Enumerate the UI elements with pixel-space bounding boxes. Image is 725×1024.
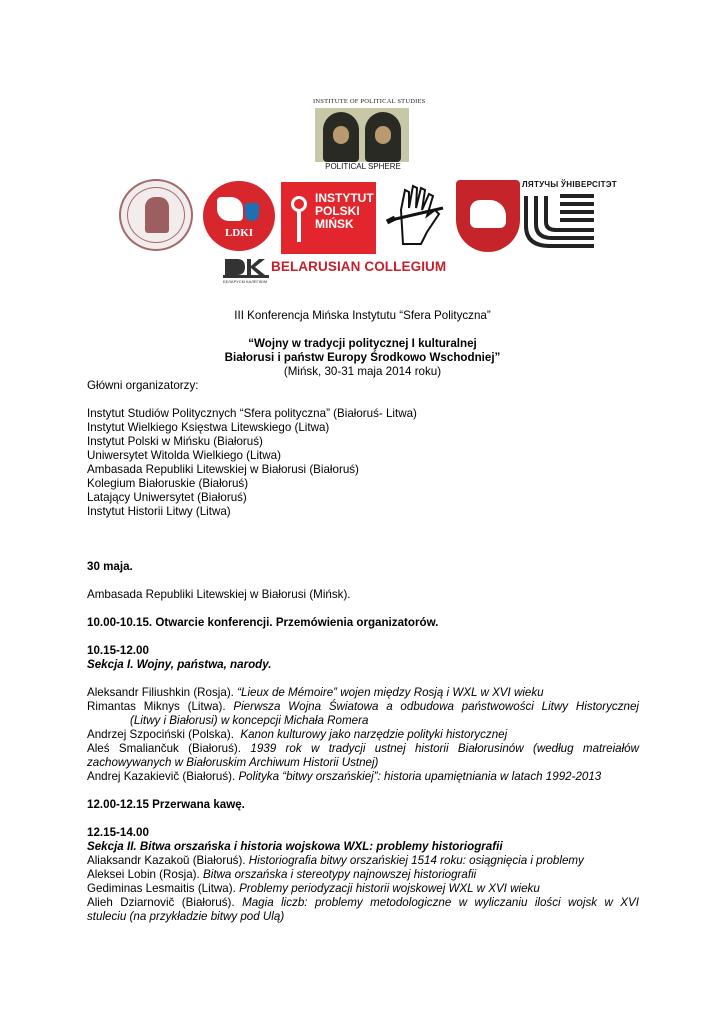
organizer-item: Ambasada Republiki Litewskiej w Białorusi (Białoruś) [87,463,359,476]
coffee-break: 12.00-12.15 Przerwana kawę. [87,798,245,811]
horseman-icon [470,200,506,228]
hand-logo [381,180,453,252]
talk-item: Gediminas Lesmaitis (Litwa). Problemy periodyzacji historii wojskowej WXL w XVI wieku [87,882,540,895]
ldki-logo [203,181,275,251]
talk-item: Andrej Kazakievič (Białoruś). Polityka “bitwy orszańskiej”: historia upamiętniania w latach 1992-2013 [87,770,602,783]
title-line-2: Białorusi i państw Europy Środkowo Wschodniej” [224,351,501,364]
talk-item: Rimantas Miknys (Litwa). Pierwsza Wojna Światowa a odbudowa państwowości Litwy Historycznej [87,700,639,713]
session-1-title: Sekcja I. Wojny, państwa, narody. [87,658,272,671]
talk-item: Aleksei Lobin (Rosja). Bitwa orszańska i stereotypy najnowszej historiografii [87,868,477,881]
belarusian-collegium-logo [223,255,503,283]
day-date: 30 maja. [87,560,133,573]
figure-icon [291,196,307,212]
talk-title-continued: (Litwy i Białorusi) w koncepcji Michała Romera [130,714,369,727]
organizer-item: Latający Uniwersytet (Białoruś) [87,491,247,504]
talk-title-continued: zachowywanych w Białoruskim Archiwum Historii Ustnej) [87,756,379,769]
rider-icon [217,197,243,221]
organizer-item: Uniwersytet Witolda Wielkiego (Litwa) [87,449,281,462]
lithuania-coat-of-arms [456,180,520,252]
session-1-time: 10.15-12.00 [87,644,149,657]
collegium-sublabel: БЕЛАРУСКІ КАЛЕГІЮМ [223,279,268,284]
flying-university-label: ЛЯТУЧЫ ЎНІВЕРСІТЭТ [522,180,617,189]
place-date: (Mińsk, 30-31 maja 2014 roku) [283,365,442,378]
talk-item: Aleś Smaliančuk (Białoruś). 1939 rok w tradycji ustnej historii Białorusinów (według matreiałów [87,742,639,755]
organizers-heading: Główni organizatorzy: [87,379,199,392]
talk-item: Aliaksandr Kazakoŭ (Białoruś). Historiografia bitwy orszańskiej 1514 roku: osiągnięcia i problemy [87,854,584,867]
organizer-item: Instytut Historii Litwy (Litwa) [87,505,231,518]
ips-name: POLITICAL SPHERE [325,162,401,171]
u-stripes-icon [524,192,596,250]
instytut-polski-logo [281,182,376,254]
organizer-item: Kolegium Białoruskie (Białoruś) [87,477,249,490]
shield-icon [245,203,259,221]
ldki-label: LDKI [224,227,254,239]
talk-item: Alieh Dziarnovič (Białoruś). Magia liczb: problemy metodologiczne w wyliczaniu ilości wojsk w XVI [87,896,639,909]
conference-name: III Konferencja Mińska Instytutu “Sfera Polityczna” [234,309,491,322]
session-2-title: Sekcja II. Bitwa orszańska i historia wojskowa WXL: problemy historiografii [87,840,503,853]
organizer-item: Instytut Polski w Mińsku (Białoruś) [87,435,263,448]
session-2-time: 12.15-14.00 [87,826,149,839]
talk-title-continued: stuleciu (na przykładzie bitwy pod Ulą) [87,910,285,923]
organizer-item: Instytut Wielkiego Księstwa Litewskiego (Litwa) [87,421,330,434]
opening-session: 10.00-10.15. Otwarcie konferencji. Przemówienia organizatorów. [87,616,439,629]
instytut-polski-text: INSTYTUT POLSKI MIŃSK [315,191,374,231]
ips-title: INSTITUTE OF POLITICAL STUDIES [313,98,426,105]
faces-image [315,108,409,162]
title-line-1: “Wojny w tradycji politycznej I kulturalnej [248,337,477,350]
venue: Ambasada Republiki Litewskiej w Białorusi (Mińsk). [87,588,351,601]
talk-item: Andrzej Szpociński (Polska). Kanon kulturowy jako narzędzie polityki historycznej [87,728,508,741]
bc-mark-icon [223,255,269,281]
political-sphere-logo [313,98,426,174]
collegium-label: BELARUSIAN COLLEGIUM [271,259,447,274]
flying-university-logo [520,180,617,254]
talk-item: Aleksandr Filiushkin (Rosja). “Lieux de Mémoire” wojen między Rosją i WXL w XVI wieku [87,686,544,699]
university-seal-logo [119,179,193,251]
organizer-item: Instytut Studiów Politycznych “Sfera polityczna” (Białoruś- Litwa) [87,407,417,420]
